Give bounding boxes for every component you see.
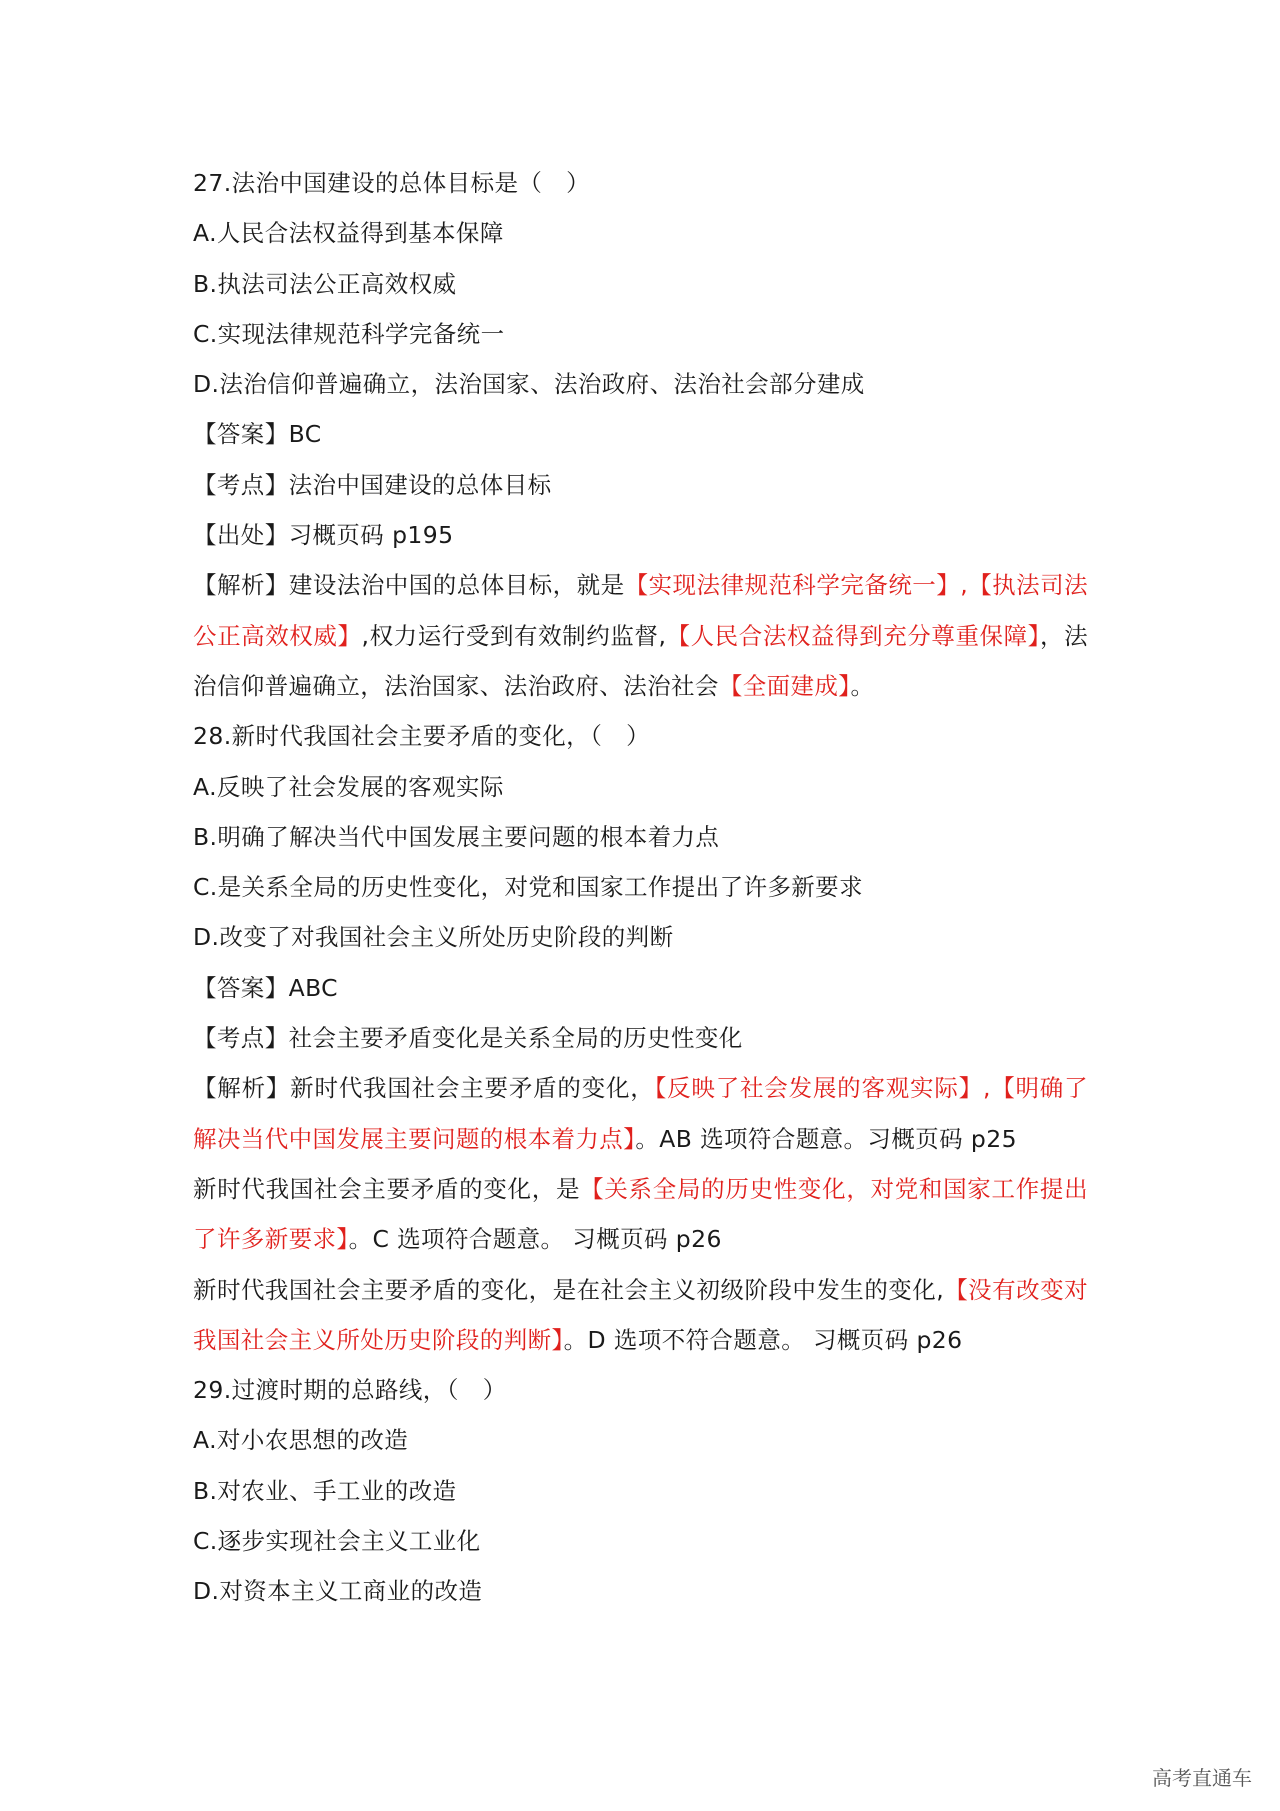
q28-option-a: A.反映了社会发展的客观实际 bbox=[193, 772, 504, 801]
analysis-text: 。AB 选项符合题意。习概页码 p25 bbox=[635, 1124, 1017, 1153]
analysis-text: 【解析】新时代我国社会主要矛盾的变化， bbox=[193, 1074, 655, 1103]
analysis-text: 。 bbox=[850, 671, 875, 700]
q28-analysis-3 bbox=[193, 1265, 1088, 1366]
q28-option-d: D.改变了对我国社会主义所处历史阶段的判断 bbox=[193, 923, 674, 952]
q27-option-c: C.实现法律规范科学完备统一 bbox=[193, 319, 505, 348]
q29-option-c: C.逐步实现社会主义工业化 bbox=[193, 1527, 481, 1556]
q28-analysis-2 bbox=[193, 1164, 1088, 1265]
q27-analysis bbox=[193, 560, 1088, 711]
q28-analysis-1 bbox=[193, 1063, 1088, 1164]
q29-option-d: D.对资本主义工商业的改造 bbox=[193, 1577, 483, 1606]
q27-option-d: D.法治信仰普遍确立，法治国家、法治政府、法治社会部分建成 bbox=[193, 370, 865, 399]
q28-option-c: C.是关系全局的历史性变化，对党和国家工作提出了许多新要求 bbox=[193, 873, 863, 902]
analysis-text: ,权力运行受到有效制约监督, bbox=[361, 621, 667, 650]
q27-stem: 27.法治中国建设的总体目标是（ ） bbox=[193, 169, 591, 197]
q28-stem: 28.新时代我国社会主要矛盾的变化，（ ） bbox=[193, 722, 651, 751]
analysis-text: 新时代我国社会主要矛盾的变化，是在社会主义初级阶段中发生的变化, bbox=[193, 1275, 945, 1304]
analysis-highlight: 【反映了社会发展的客观实际】,【明确了解决当代中国发展主要问题的根本着力点】 bbox=[193, 1074, 1088, 1153]
q28-answer: 【答案】ABC bbox=[193, 973, 338, 1002]
q28-point: 【考点】社会主要矛盾变化是关系全局的历史性变化 bbox=[193, 1024, 743, 1053]
q27-option-a: A.人民合法权益得到基本保障 bbox=[193, 219, 504, 248]
q27-source: 【出处】习概页码 p195 bbox=[193, 521, 454, 550]
document-page bbox=[193, 158, 1088, 1617]
analysis-text: 。C 选项符合题意。 习概页码 p26 bbox=[348, 1225, 722, 1254]
analysis-highlight: 【全面建成】 bbox=[718, 671, 851, 700]
analysis-highlight: 【关系全局的历史性变化，对党和国家工作提出了许多新要求】 bbox=[193, 1174, 1088, 1254]
analysis-text: 新时代我国社会主要矛盾的变化，是 bbox=[193, 1174, 581, 1203]
analysis-highlight: 【实现法律规范科学完备统一】,【执法司法公正高效权威】 bbox=[193, 571, 1088, 650]
analysis-highlight: 【人民合法权益得到充分尊重保障】 bbox=[666, 621, 1040, 650]
q28-option-b: B.明确了解决当代中国发展主要问题的根本着力点 bbox=[193, 822, 720, 851]
analysis-highlight: 【没有改变对我国社会主义所处历史阶段的判断】 bbox=[193, 1275, 1088, 1354]
analysis-text: ，法治信仰普遍确立，法治国家、法治政府、法治社会 bbox=[193, 621, 1088, 700]
q27-point: 【考点】法治中国建设的总体目标 bbox=[193, 470, 552, 499]
q29-option-b: B.对农业、手工业的改造 bbox=[193, 1476, 457, 1505]
footer-watermark: 高考直通车 bbox=[1152, 1766, 1252, 1790]
analysis-text: 。D 选项不符合题意。 习概页码 p26 bbox=[563, 1325, 963, 1354]
analysis-text: 【解析】建设法治中国的总体目标，就是 bbox=[193, 571, 625, 600]
q27-answer: 【答案】BC bbox=[193, 420, 322, 449]
q29-stem: 29.过渡时期的总路线，（ ） bbox=[193, 1376, 507, 1405]
q27-option-b: B.执法司法公正高效权威 bbox=[193, 269, 457, 298]
q29-option-a: A.对小农思想的改造 bbox=[193, 1426, 409, 1455]
